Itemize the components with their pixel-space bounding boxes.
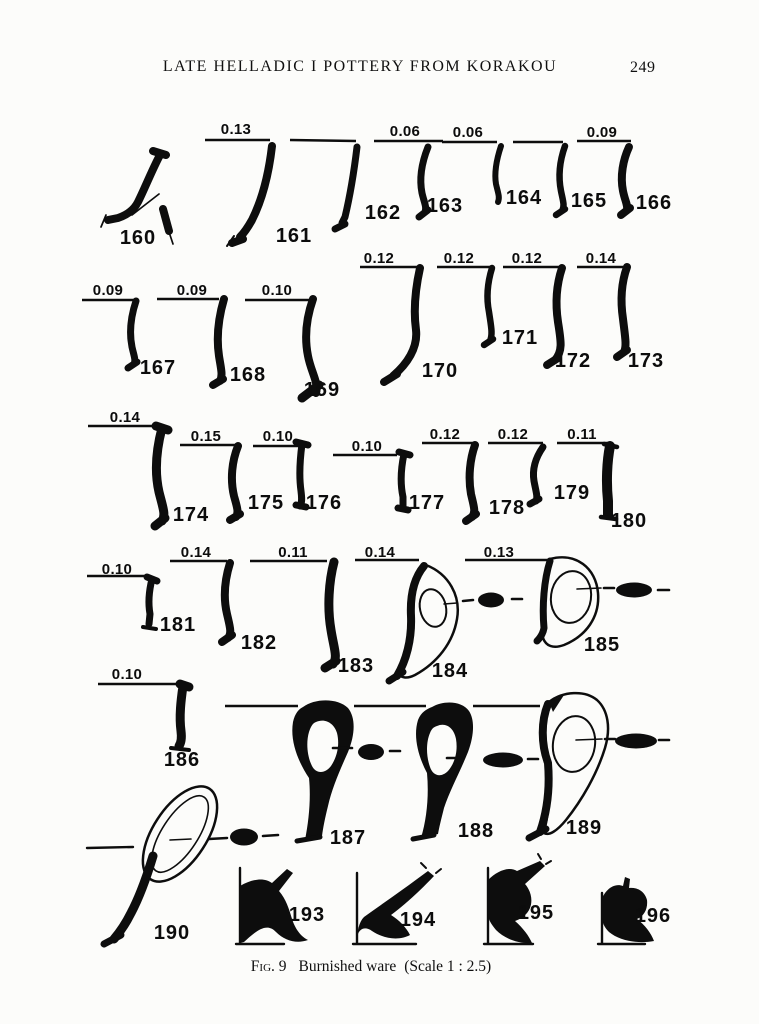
sherd-181-profile xyxy=(143,577,157,629)
handle-185-section xyxy=(616,583,652,598)
item-number-182: 182 xyxy=(240,632,278,654)
item-number-177: 177 xyxy=(408,492,446,514)
item-number-186: 186 xyxy=(163,749,201,771)
page-number: 249 xyxy=(630,59,656,76)
dim-label-177: 0.10 xyxy=(351,438,383,455)
item-number-163: 163 xyxy=(426,195,464,217)
item-number-165: 165 xyxy=(570,190,608,212)
sherd-164-profile xyxy=(495,146,501,202)
sherd-183-profile xyxy=(325,562,336,668)
sherd-179-profile xyxy=(530,447,543,504)
item-number-172: 172 xyxy=(554,350,592,372)
handle-188-profile xyxy=(413,702,538,842)
item-number-174: 174 xyxy=(172,504,210,526)
sherd-167-profile xyxy=(128,301,137,368)
handle-187-section xyxy=(358,744,384,760)
dim-label-171: 0.12 xyxy=(443,250,475,267)
dim-label-182: 0.14 xyxy=(180,544,212,561)
dim-label-186: 0.10 xyxy=(111,666,143,683)
sherd-165-profile xyxy=(556,146,565,215)
figure-caption-title: Burnished ware xyxy=(298,958,397,975)
handle-188-section xyxy=(483,753,523,768)
item-number-181: 181 xyxy=(159,614,197,636)
item-number-170: 170 xyxy=(421,360,459,382)
dim-label-166: 0.09 xyxy=(586,124,618,141)
foot-195-profile xyxy=(484,854,551,944)
figure-caption xyxy=(251,958,491,976)
item-number-161: 161 xyxy=(275,225,313,247)
item-number-190: 190 xyxy=(153,922,191,944)
dim-label-176: 0.10 xyxy=(262,428,294,445)
item-number-187: 187 xyxy=(329,827,367,849)
handle-187-profile xyxy=(292,700,400,841)
dim-label-163: 0.06 xyxy=(389,123,421,140)
dim-label-168: 0.09 xyxy=(176,282,208,299)
sherd-166-profile xyxy=(621,147,630,215)
sherd-178-profile xyxy=(466,445,476,521)
sherd-174-profile xyxy=(155,426,168,526)
item-number-183: 183 xyxy=(337,655,375,677)
sherd-171-profile xyxy=(484,268,493,345)
dim-label-170: 0.12 xyxy=(363,250,395,267)
dim-label-169: 0.10 xyxy=(261,282,293,299)
item-number-194: 194 xyxy=(399,909,437,931)
handle-189-section xyxy=(615,734,657,749)
dim-label-161: 0.13 xyxy=(220,121,252,138)
sherd-175-profile xyxy=(230,446,240,520)
item-number-189: 189 xyxy=(565,817,603,839)
item-number-195: 195 xyxy=(517,902,555,924)
dim-label-185: 0.13 xyxy=(483,544,515,561)
sherd-186-profile xyxy=(171,684,189,750)
item-number-196: 196 xyxy=(634,905,672,927)
sherd-161-profile xyxy=(227,146,272,246)
handle-184-section xyxy=(478,593,504,608)
dim-label-181: 0.10 xyxy=(101,561,133,578)
item-number-171: 171 xyxy=(501,327,539,349)
dim-label-183: 0.11 xyxy=(278,544,308,561)
running-header: LATE HELLADIC I POTTERY FROM KORAKOU xyxy=(162,58,558,75)
sherd-182-profile xyxy=(222,563,232,642)
item-number-176: 176 xyxy=(305,492,343,514)
item-number-178: 178 xyxy=(488,497,526,519)
item-number-169: 169 xyxy=(303,379,341,401)
item-number-188: 188 xyxy=(457,820,495,842)
item-number-168: 168 xyxy=(229,364,267,386)
item-number-167: 167 xyxy=(139,357,177,379)
dim-label-174: 0.14 xyxy=(109,409,141,426)
dim-label-179: 0.12 xyxy=(497,426,529,443)
figure-caption-label: Fig. 9 xyxy=(250,958,287,975)
figure-caption-scale: (Scale 1 : 2.5) xyxy=(404,958,492,975)
item-number-166: 166 xyxy=(635,192,673,214)
dim-label-173: 0.14 xyxy=(585,250,617,267)
item-number-193: 193 xyxy=(288,904,326,926)
sherd-173-profile xyxy=(617,267,627,357)
item-number-175: 175 xyxy=(247,492,285,514)
sherd-170-profile xyxy=(384,268,420,382)
handle-190-section xyxy=(230,829,258,846)
item-number-180: 180 xyxy=(610,510,648,532)
dim-label-175: 0.15 xyxy=(190,428,222,445)
dim-label-184: 0.14 xyxy=(364,544,396,561)
item-number-160: 160 xyxy=(119,227,157,249)
dim-label-178: 0.12 xyxy=(429,426,461,443)
sherd-180-profile xyxy=(601,444,617,519)
dim-label-180: 0.11 xyxy=(567,426,597,443)
sherd-162-profile xyxy=(335,147,357,229)
foot-194-profile xyxy=(353,863,441,944)
dim-label-167: 0.09 xyxy=(92,282,124,299)
dim-label-164: 0.06 xyxy=(452,124,484,141)
item-number-185: 185 xyxy=(583,634,621,656)
sherd-168-profile xyxy=(213,299,224,385)
item-number-162: 162 xyxy=(364,202,402,224)
item-number-173: 173 xyxy=(627,350,665,372)
item-number-184: 184 xyxy=(431,660,469,682)
item-number-164: 164 xyxy=(505,187,543,209)
item-number-179: 179 xyxy=(553,482,591,504)
dim-label-172: 0.12 xyxy=(511,250,543,267)
